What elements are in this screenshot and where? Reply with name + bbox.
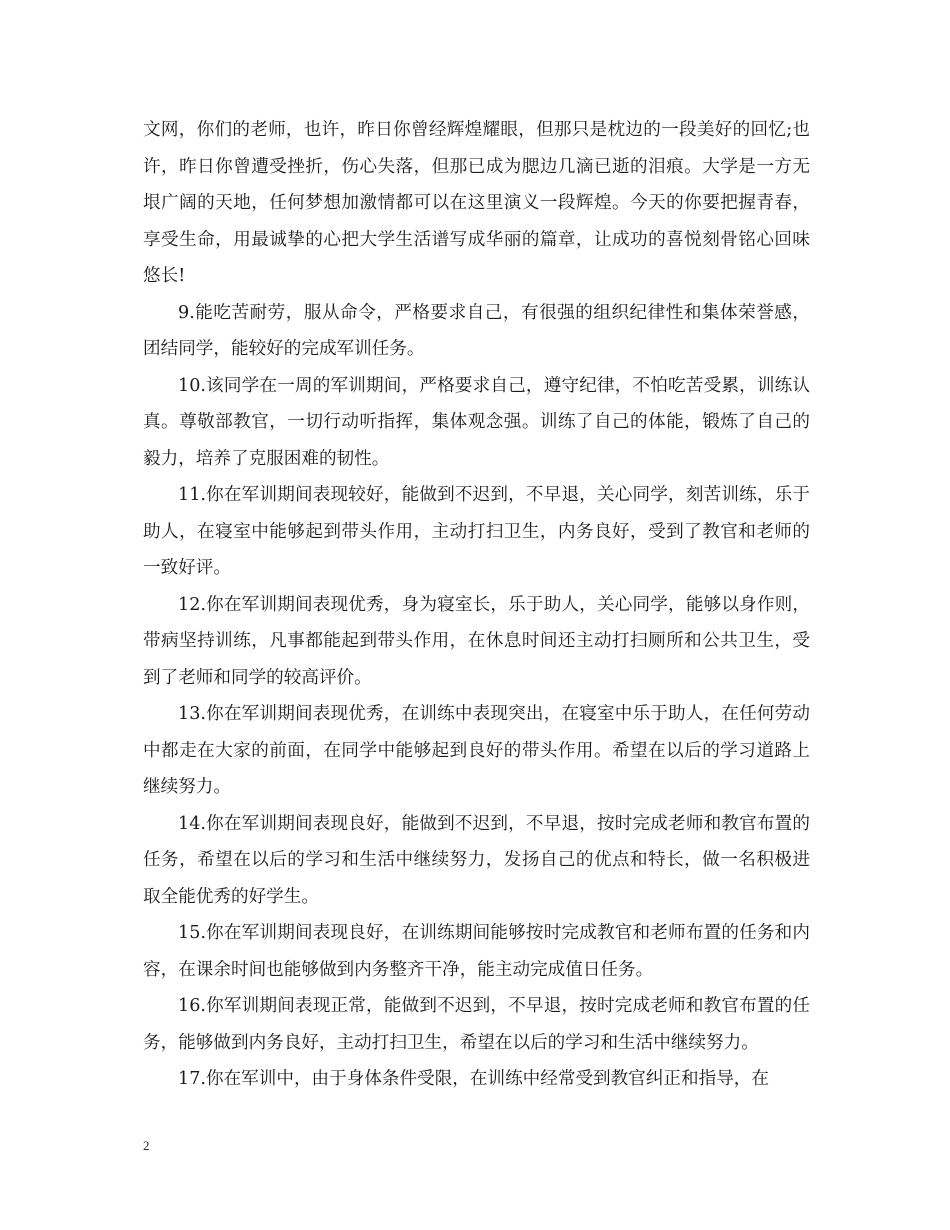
paragraph-item-17: 17.你在军训中，由于身体条件受限，在训练中经常受到教官纠正和指导，在 (178, 1069, 769, 1089)
page-number: 2 (143, 1138, 150, 1153)
paragraph-item-13: 13.你在军训期间表现优秀，在训练中表现突出，在寝室中乐于助人，在任何劳动中都走在大家的前面，在同学中能够起到良好的带头作用。希望在以后的学习道路上继续努力。 (143, 704, 810, 797)
paragraph-item-12: 12.你在军训期间表现优秀，身为寝室长，乐于助人，关心同学，能够以身作则，带病坚持训练，凡事都能起到带头作用，在休息时间还主动打扫厕所和公共卫生，受到了老师和同学的较高评价。 (143, 594, 810, 688)
document-body (143, 112, 810, 1098)
paragraph-item-11: 11.你在军训期间表现较好，能做到不迟到，不早退，关心同学，刻苦训练，乐于助人，在寝室中能够起到带头作用，主动打扫卫生，内务良好，受到了教官和老师的一致好评。 (143, 485, 810, 578)
paragraph-continuation: 文网，你们的老师，也许，昨日你曾经辉煌耀眼，但那只是枕边的一段美好的回忆;也许，昨日你曾遭受挫折，伤心失落，但那已成为腮边几滴已逝的泪痕。大学是一方无垠广阔的天地，任何梦想加激情都可以在这里演义一段辉煌。今天的你要把握青春，享受生命，用最诚挚的心把大学生活谱写成华丽的篇章，让成功的喜悦刻骨铭心回味悠长! (143, 120, 810, 286)
paragraph-item-16: 16.你军训期间表现正常，能做到不迟到，不早退，按时完成老师和教官布置的任务，能够做到内务良好，主动打扫卫生，希望在以后的学习和生活中继续努力。 (143, 996, 810, 1053)
paragraph-item-15: 15.你在军训期间表现良好，在训练期间能够按时完成教官和老师布置的任务和内容，在课余时间也能够做到内务整齐干净，能主动完成值日任务。 (143, 923, 810, 980)
paragraph-item-14: 14.你在军训期间表现良好，能做到不迟到，不早退，按时完成老师和教官布置的任务，希望在以后的学习和生活中继续努力，发扬自己的优点和特长，做一名积极进取全能优秀的好学生。 (143, 813, 810, 907)
paragraph-item-10: 10.该同学在一周的军训期间，严格要求自己，遵守纪律，不怕吃苦受累，训练认真。尊敬部教官，一切行动听指挥，集体观念强。训练了自己的体能，锻炼了自己的毅力，培养了克服困难的韧性。 (143, 375, 810, 469)
paragraph-item-9: 9.能吃苦耐劳，服从命令，严格要求自己，有很强的组织纪律性和集体荣誉感，团结同学，能较好的完成军训任务。 (143, 302, 810, 359)
